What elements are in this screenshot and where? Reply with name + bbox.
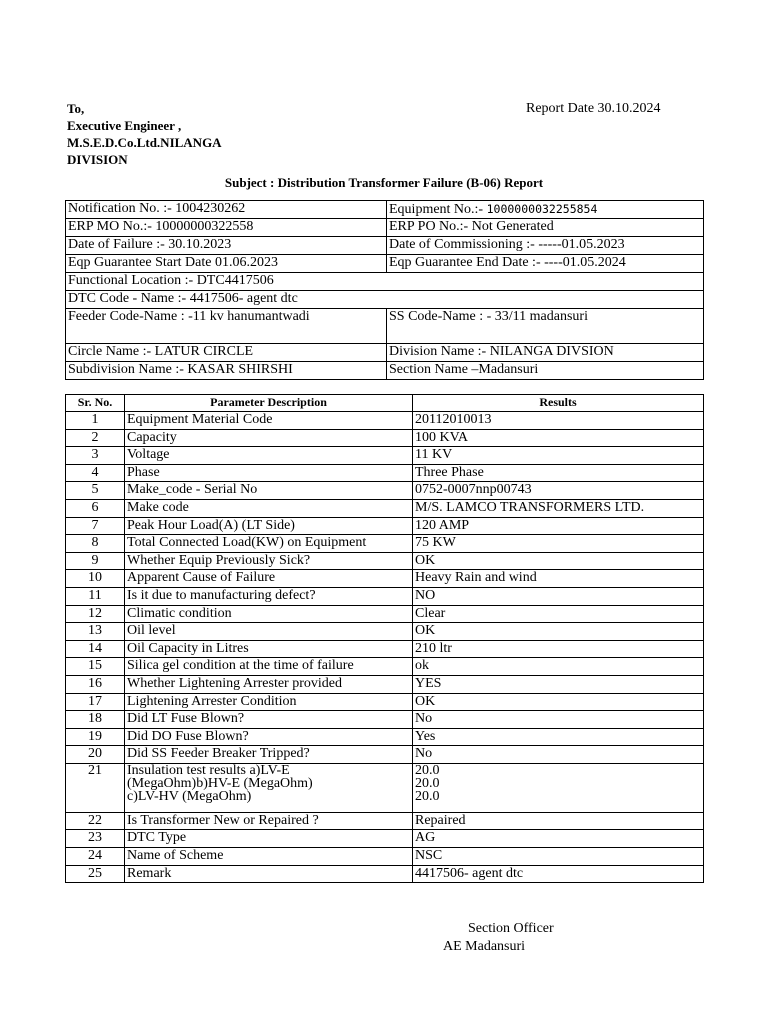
row-result: Three Phase bbox=[413, 464, 704, 482]
row-sr-no: 21 bbox=[66, 763, 125, 812]
row-description: Make_code - Serial No bbox=[125, 482, 413, 500]
table-row bbox=[66, 570, 704, 588]
row-sr-no: 25 bbox=[66, 865, 125, 883]
row-result: YES bbox=[413, 675, 704, 693]
row-description: Voltage bbox=[125, 447, 413, 465]
row-result: 20.0 20.0 20.0 bbox=[413, 763, 704, 812]
parameters-body bbox=[66, 412, 704, 883]
row-sr-no: 8 bbox=[66, 535, 125, 553]
row-sr-no: 14 bbox=[66, 640, 125, 658]
row-description: Oil level bbox=[125, 623, 413, 641]
table-row bbox=[66, 464, 704, 482]
row-result: OK bbox=[413, 693, 704, 711]
row-sr-no: 23 bbox=[66, 830, 125, 848]
row-result: NO bbox=[413, 587, 704, 605]
row-description: Capacity bbox=[125, 429, 413, 447]
row-result: 75 KW bbox=[413, 535, 704, 553]
row-description: DTC Type bbox=[125, 830, 413, 848]
row-description: Whether Lightening Arrester provided bbox=[125, 675, 413, 693]
dtc-code-cell: DTC Code - Name :- 4417506- agent dtc bbox=[66, 291, 704, 309]
row-result: Yes bbox=[413, 728, 704, 746]
date-commissioning-cell: Date of Commissioning :- -----01.05.2023 bbox=[387, 237, 704, 255]
info-row bbox=[66, 362, 704, 380]
table-row bbox=[66, 830, 704, 848]
header-results: Results bbox=[413, 395, 704, 412]
row-result: 20112010013 bbox=[413, 412, 704, 430]
row-description: Oil Capacity in Litres bbox=[125, 640, 413, 658]
table-row bbox=[66, 693, 704, 711]
equipment-cell bbox=[387, 201, 704, 219]
parameters-header-row bbox=[66, 395, 704, 412]
table-row bbox=[66, 517, 704, 535]
row-description: Make code bbox=[125, 499, 413, 517]
addressee-company: M.S.E.D.Co.Ltd.NILANGA bbox=[67, 135, 222, 150]
table-row bbox=[66, 447, 704, 465]
row-description: Climatic condition bbox=[125, 605, 413, 623]
row-description: Is Transformer New or Repaired ? bbox=[125, 812, 413, 830]
parameters-table bbox=[65, 394, 704, 883]
division-name-cell: Division Name :- NILANGA DIVSION bbox=[387, 344, 704, 362]
table-row bbox=[66, 865, 704, 883]
table-row bbox=[66, 658, 704, 676]
erp-po-cell: ERP PO No.:- Not Generated bbox=[387, 219, 704, 237]
row-result: Repaired bbox=[413, 812, 704, 830]
subject-line: Subject : Distribution Transformer Failure (B-06) Report bbox=[224, 175, 544, 190]
table-row bbox=[66, 848, 704, 866]
table-row bbox=[66, 728, 704, 746]
addressee-division: DIVISION bbox=[67, 152, 128, 167]
row-description: Did SS Feeder Breaker Tripped? bbox=[125, 746, 413, 764]
equipment-label: Equipment No.:- bbox=[389, 202, 487, 217]
row-description: Silica gel condition at the time of failure bbox=[125, 658, 413, 676]
table-row bbox=[66, 675, 704, 693]
row-description: Phase bbox=[125, 464, 413, 482]
row-result: 100 KVA bbox=[413, 429, 704, 447]
row-result: No bbox=[413, 711, 704, 729]
info-row bbox=[66, 219, 704, 237]
row-sr-no: 15 bbox=[66, 658, 125, 676]
section-cell: Section Name –Madansuri bbox=[387, 362, 704, 380]
functional-location-cell: Functional Location :- DTC4417506 bbox=[66, 273, 704, 291]
row-sr-no: 3 bbox=[66, 447, 125, 465]
row-result: AG bbox=[413, 830, 704, 848]
table-row bbox=[66, 587, 704, 605]
row-description: Equipment Material Code bbox=[125, 412, 413, 430]
row-sr-no: 13 bbox=[66, 623, 125, 641]
notification-cell: Notification No. :- 1004230262 bbox=[66, 201, 387, 219]
row-sr-no: 22 bbox=[66, 812, 125, 830]
row-sr-no: 4 bbox=[66, 464, 125, 482]
row-sr-no: 11 bbox=[66, 587, 125, 605]
header-parameter: Parameter Description bbox=[125, 395, 413, 412]
equipment-number: 1000000032255854 bbox=[486, 202, 598, 216]
row-result: 11 KV bbox=[413, 447, 704, 465]
table-row bbox=[66, 763, 704, 812]
row-sr-no: 24 bbox=[66, 848, 125, 866]
table-row bbox=[66, 623, 704, 641]
row-sr-no: 7 bbox=[66, 517, 125, 535]
row-sr-no: 1 bbox=[66, 412, 125, 430]
table-row bbox=[66, 412, 704, 430]
table-row bbox=[66, 605, 704, 623]
row-sr-no: 20 bbox=[66, 746, 125, 764]
table-row bbox=[66, 746, 704, 764]
row-sr-no: 10 bbox=[66, 570, 125, 588]
row-description: Lightening Arrester Condition bbox=[125, 693, 413, 711]
row-description: Whether Equip Previously Sick? bbox=[125, 552, 413, 570]
table-row bbox=[66, 711, 704, 729]
signature-title: Section Officer bbox=[468, 921, 554, 936]
row-description: Insulation test results a)LV-E (MegaOhm)b)HV-E (MegaOhm) c)LV-HV (MegaOhm) bbox=[125, 763, 413, 812]
addressee-title: Executive Engineer , bbox=[67, 118, 182, 133]
info-row bbox=[66, 255, 704, 273]
row-result: M/S. LAMCO TRANSFORMERS LTD. bbox=[413, 499, 704, 517]
row-description: Peak Hour Load(A) (LT Side) bbox=[125, 517, 413, 535]
row-result: Heavy Rain and wind bbox=[413, 570, 704, 588]
guarantee-start-cell: Eqp Guarantee Start Date 01.06.2023 bbox=[66, 255, 387, 273]
row-result: OK bbox=[413, 623, 704, 641]
row-result: No bbox=[413, 746, 704, 764]
guarantee-end-cell: Eqp Guarantee End Date :- ----01.05.2024 bbox=[387, 255, 704, 273]
feeder-cell: Feeder Code-Name : -11 kv hanumantwadi bbox=[66, 309, 387, 344]
row-description: Did DO Fuse Blown? bbox=[125, 728, 413, 746]
info-table bbox=[65, 200, 704, 380]
table-row bbox=[66, 812, 704, 830]
subdivision-cell: Subdivision Name :- KASAR SHIRSHI bbox=[66, 362, 387, 380]
row-result: 4417506- agent dtc bbox=[413, 865, 704, 883]
row-sr-no: 12 bbox=[66, 605, 125, 623]
ss-code-cell: SS Code-Name : - 33/11 madansuri bbox=[387, 309, 704, 344]
header-sr-no: Sr. No. bbox=[66, 395, 125, 412]
row-description: Did LT Fuse Blown? bbox=[125, 711, 413, 729]
row-sr-no: 16 bbox=[66, 675, 125, 693]
row-sr-no: 17 bbox=[66, 693, 125, 711]
row-description: Apparent Cause of Failure bbox=[125, 570, 413, 588]
row-result: 120 AMP bbox=[413, 517, 704, 535]
info-row bbox=[66, 273, 704, 291]
info-row bbox=[66, 309, 704, 344]
report-date: Report Date 30.10.2024 bbox=[526, 101, 661, 116]
info-row bbox=[66, 237, 704, 255]
addressee-block bbox=[67, 100, 222, 168]
erp-mo-cell: ERP MO No.:- 10000000322558 bbox=[66, 219, 387, 237]
signature-name: AE Madansuri bbox=[443, 939, 526, 954]
info-row bbox=[66, 201, 704, 219]
circle-cell: Circle Name :- LATUR CIRCLE bbox=[66, 344, 387, 362]
row-result: NSC bbox=[413, 848, 704, 866]
date-failure-cell: Date of Failure :- 30.10.2023 bbox=[66, 237, 387, 255]
table-row bbox=[66, 640, 704, 658]
row-description: Total Connected Load(KW) on Equipment bbox=[125, 535, 413, 553]
row-result: 0752-0007nnp00743 bbox=[413, 482, 704, 500]
row-sr-no: 5 bbox=[66, 482, 125, 500]
info-row bbox=[66, 291, 704, 309]
row-description: Remark bbox=[125, 865, 413, 883]
row-sr-no: 19 bbox=[66, 728, 125, 746]
to-label: To, bbox=[67, 101, 85, 116]
row-result: 210 ltr bbox=[413, 640, 704, 658]
table-row bbox=[66, 499, 704, 517]
table-row bbox=[66, 535, 704, 553]
row-result: ok bbox=[413, 658, 704, 676]
table-row bbox=[66, 429, 704, 447]
row-result: Clear bbox=[413, 605, 704, 623]
row-result: OK bbox=[413, 552, 704, 570]
info-row bbox=[66, 344, 704, 362]
table-row bbox=[66, 482, 704, 500]
row-sr-no: 6 bbox=[66, 499, 125, 517]
row-sr-no: 2 bbox=[66, 429, 125, 447]
table-row bbox=[66, 552, 704, 570]
row-sr-no: 18 bbox=[66, 711, 125, 729]
row-description: Is it due to manufacturing defect? bbox=[125, 587, 413, 605]
row-sr-no: 9 bbox=[66, 552, 125, 570]
row-description: Name of Scheme bbox=[125, 848, 413, 866]
